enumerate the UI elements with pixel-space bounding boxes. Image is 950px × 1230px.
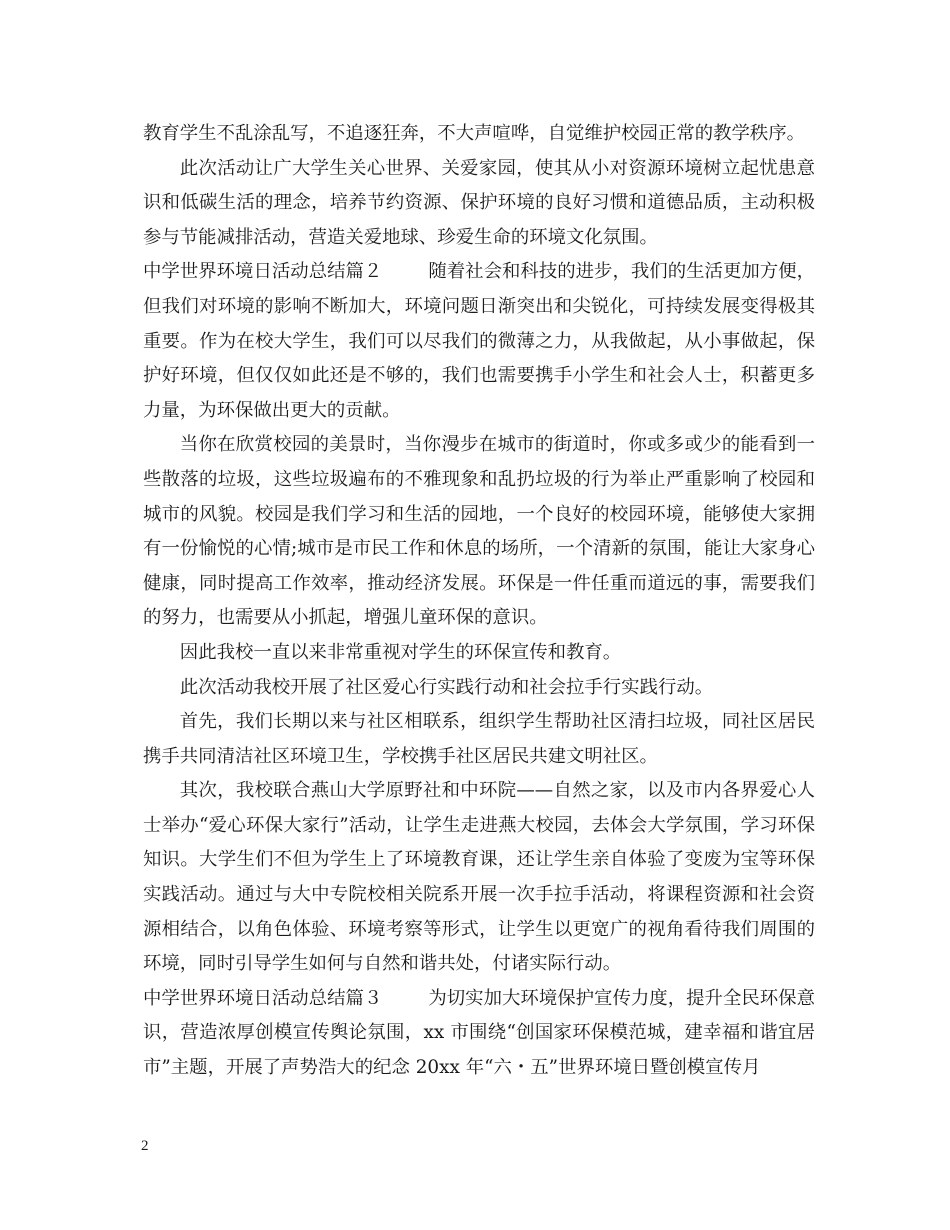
paragraph-8 [143,774,815,982]
paragraph-text: 随着社会和科技的进步，我们的生活更加方便，但我们对环境的影响不断加大，环境问题日渐突出和尖锐化，可持续发展变得极其重要。作为在校大学生，我们可以尽我们的微薄之力，从我做起，从小事做起，保护好环境，但仅仅如此还是不够的，我们也需要携手小学生和社会人士，积蓄更多力量，为环保做出更大的贡献。 [143,261,815,421]
page-number: 2 [141,1138,149,1154]
paragraph-5 [143,636,815,671]
paragraph-text: 当你在欣赏校园的美景时，当你漫步在城市的街道时，你或多或少的能看到一些散落的垃圾，这些垃圾遍布的不雅现象和乱扔垃圾的行为举止严重影响了校园和城市的风貌。校园是我们学习和生活的园地，一个良好的校园环境，能够使大家拥有一份愉悦的心情;城市是市民工作和休息的场所，一个清新的氛围，能让大家身心健康，同时提高工作效率，推动经济发展。环保是一件任重而道远的事，需要我们的努力，也需要从小抓起，增强儿童环保的意识。 [143,434,815,629]
paragraph-text: 教育学生不乱涂乱写，不追逐狂奔，不大声喧哗，自觉维护校园正常的教学秩序。 [143,123,806,144]
paragraph-text: 此次活动让广大学生关心世界、关爱家园，使其从小对资源环境树立起忧患意识和低碳生活的理念，培养节约资源、保护环境的良好习惯和道德品质，主动积极参与节能减排活动，营造关爱地球、珍爱生命的环境文化氛围。 [143,157,815,248]
paragraph-text: 首先，我们长期以来与社区相联系，组织学生帮助社区清扫垃圾，同社区居民携手共同清洁社区环境卫生，学校携手社区居民共建文明社区。 [143,711,815,767]
section-heading-2: 中学世界环境日活动总结篇２ [143,261,383,283]
body-text [143,117,815,1086]
paragraph-text: 为切实加大环境保护宣传力度，提升全民环保意识，营造浓厚创模宣传舆论氛围，xx 市围绕“创国家环保模范城，建幸福和谐宜居市”主题，开展了声势浩大的纪念 20xx 年“六・五”世界环境日暨创模宣传月 [143,987,815,1079]
paragraph-7 [143,705,815,774]
paragraph-1 [143,117,815,152]
section-heading-3: 中学世界环境日活动总结篇３ [143,987,383,1009]
paragraph-2 [143,152,815,256]
paragraph-text: 其次，我校联合燕山大学原野社和中环院——自然之家，以及市内各界爱心人士举办“爱心环保大家行”活动，让学生走进燕大校园，去体会大学氛围，学习环保知识。大学生们不但为学生上了环境教育课，还让学生亲自体验了变废为宝等环保实践活动。通过与大中专院校相关院系开展一次手拉手活动，将课程资源和社会资源相结合，以角色体验、环境考察等形式，让学生以更宽广的视角看待我们周围的环境，同时引导学生如何与自然和谐共处，付诸实际行动。 [143,780,815,975]
paragraph-4 [143,428,815,636]
paragraph-9-section-3 [143,982,815,1086]
paragraph-text: 此次活动我校开展了社区爱心行实践行动和社会拉手行实践行动。 [179,676,714,698]
paragraph-3-section-2 [143,255,815,428]
paragraph-6 [143,671,815,706]
paragraph-text: 因此我校一直以来非常重视对学生的环保宣传和教育。 [179,641,622,663]
